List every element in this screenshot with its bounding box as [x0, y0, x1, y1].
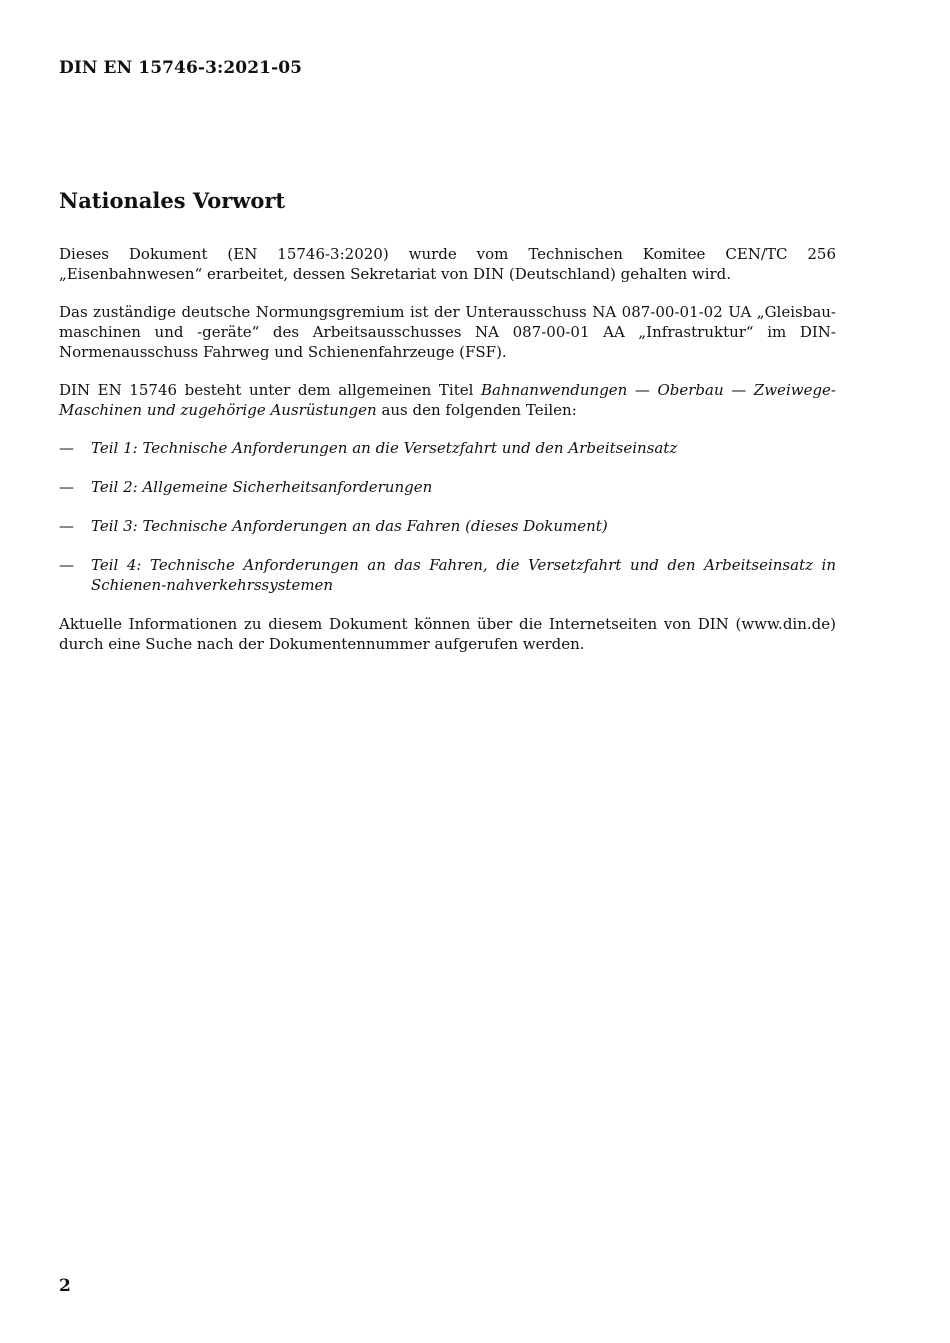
- national-foreword-section: [59, 186, 836, 672]
- series-outro-text: aus den folgenden Teilen:: [376, 401, 577, 419]
- list-dash: —: [59, 478, 74, 496]
- list-dash: —: [59, 439, 74, 457]
- part-label: Teil 2: Allgemeine Sicherheitsanforderungen: [91, 478, 433, 496]
- list-item: [59, 555, 836, 595]
- paragraph-responsible-body: Das zuständige deutsche Normungsgremium ist der Unterausschuss NA 087-00-01-02 UA „Gleisbau-maschinen und -geräte“ des Arbeitsausschusses NA 087-00-01 AA „Infrastruktur“ im DIN-Normenausschuss Fahrweg und Schienenfahrzeuge (FSF).: [59, 303, 836, 361]
- list-item: [59, 438, 836, 458]
- part-label: Teil 4: Technische Anforderungen an das Fahren, die Versetzfahrt und den Arbeitseinsatz in Schienen-nahverkehrssystemen: [91, 556, 836, 594]
- document-code: DIN EN 15746-3:2021-05: [59, 58, 303, 78]
- section-title: Nationales Vorwort: [59, 188, 286, 213]
- series-title: Bahnanwendungen — Oberbau — Zweiwege-Maschinen und zugehörige Ausrüstungen: [59, 381, 836, 419]
- page-number: 2: [59, 1276, 71, 1296]
- list-item: [59, 477, 836, 497]
- list-dash: —: [59, 517, 74, 535]
- paragraph-committee: Dieses Dokument (EN 15746-3:2020) wurde vom Technischen Komitee CEN/TC 256 „Eisenbahnwesen“ erarbeitet, dessen Sekretariat von DIN (Deutschland) gehalten wird.: [59, 245, 836, 283]
- parts-list: [59, 438, 836, 595]
- part-label: Teil 1: Technische Anforderungen an die Versetzfahrt und den Arbeitseinsatz: [91, 439, 678, 457]
- list-dash: —: [59, 556, 74, 574]
- part-label: Teil 3: Technische Anforderungen an das Fahren (dieses Dokument): [91, 517, 608, 535]
- paragraph-series-title: [59, 380, 836, 420]
- list-item: [59, 516, 836, 536]
- series-intro-text: DIN EN 15746 besteht unter dem allgemeinen Titel: [59, 381, 481, 399]
- paragraph-online-info: Aktuelle Informationen zu diesem Dokument können über die Internetseiten von DIN (www.din.de) durch eine Suche nach der Dokumentennummer aufgerufen werden.: [59, 615, 836, 653]
